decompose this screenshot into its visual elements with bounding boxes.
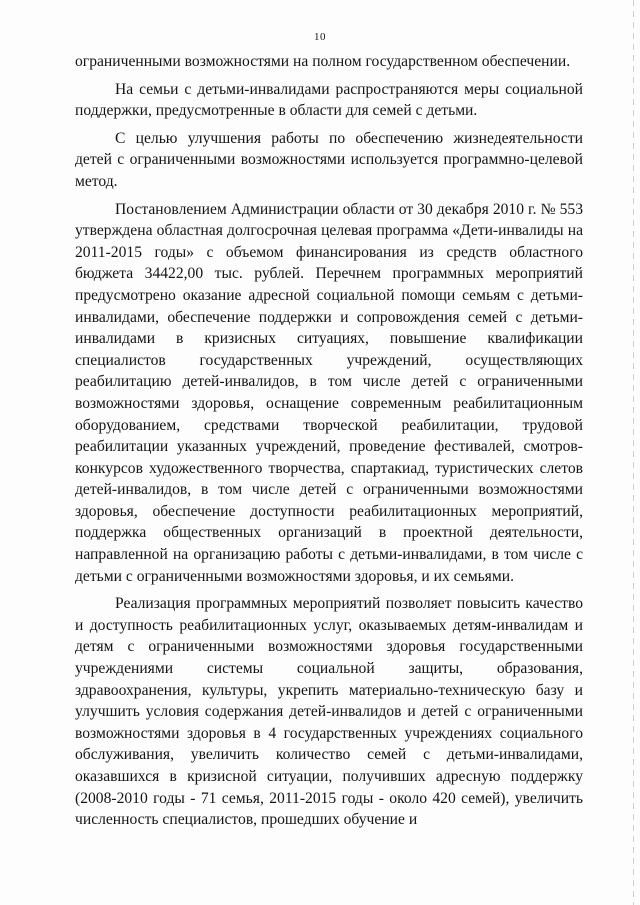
paragraph-continuation: ограниченными возможностями на полном государственном обеспечении.	[75, 53, 571, 70]
paragraph-program-method: С целью улучшения работы по обеспечению жизнедеятельности детей с ограниченными возможностями используется программно-целевой метод.	[75, 129, 583, 190]
page-number: 10	[314, 31, 326, 43]
scan-edge-line	[633, 0, 634, 905]
paragraph-social-support: На семьи с детьми-инвалидами распространяются меры социальной поддержки, предусмотренные в области для семей с детьми.	[75, 80, 583, 120]
paragraph-resolution-program: Постановлением Администрации области от 30 декабря 2010 г. № 553 утверждена областная долгосрочная целевая программа «Дети-инвалиды на 2011-2015 годы» с объемом финансирования из средств областного бюджета 34422,00 тыс. рублей. Перечнем программных мероприятий предусмотрено оказание адресной социальной помощи семьям с детьми-инвалидами, обеспечение поддержки и сопровождения семей с детьми-инвалидами в кризисных ситуациях, повышение квалификации специалистов государственных учреждений, осуществляющих реабилитацию детей-инвалидов, в том числе детей с ограниченными возможностями здоровья, оснащение современным реабилитационным оборудованием, средствами творческой реабилитации, трудовой реабилитации указанных учреждений, проведение фестивалей, смотров-конкурсов художественного творчества, спартакиад, туристических слетов детей-инвалидов, в том числе детей с ограниченными возможностями здоровья, обеспечение доступности реабилитационных мероприятий, поддержка общественных организаций в проектной деятельности, направленной на организацию работы с детьми-инвалидами, в том числе с детьми с ограниченными возможностями здоровья, и их семьями.	[75, 200, 583, 585]
paragraph-implementation: Реализация программных мероприятий позволяет повысить качество и доступность реабилитационных услуг, оказываемых детям-инвалидам и детям с ограниченными возможностями здоровья государственными учреждениями системы социальной защиты, образования, здравоохранения, культуры, укрепить материально-техническую базу и улучшить условия содержания детей-инвалидов и детей с ограниченными возможностями здоровья в 4 государственных учреждениях социального обслуживания, увеличить количество семей с детьми-инвалидами, оказавшихся в кризисной ситуации, получивших адресную поддержку (2008-2010 годы - 71 семья, 2011-2015 годы - около 420 семей), увеличить численность специалистов, прошедших обучение и	[75, 595, 583, 829]
document-body	[75, 51, 583, 831]
